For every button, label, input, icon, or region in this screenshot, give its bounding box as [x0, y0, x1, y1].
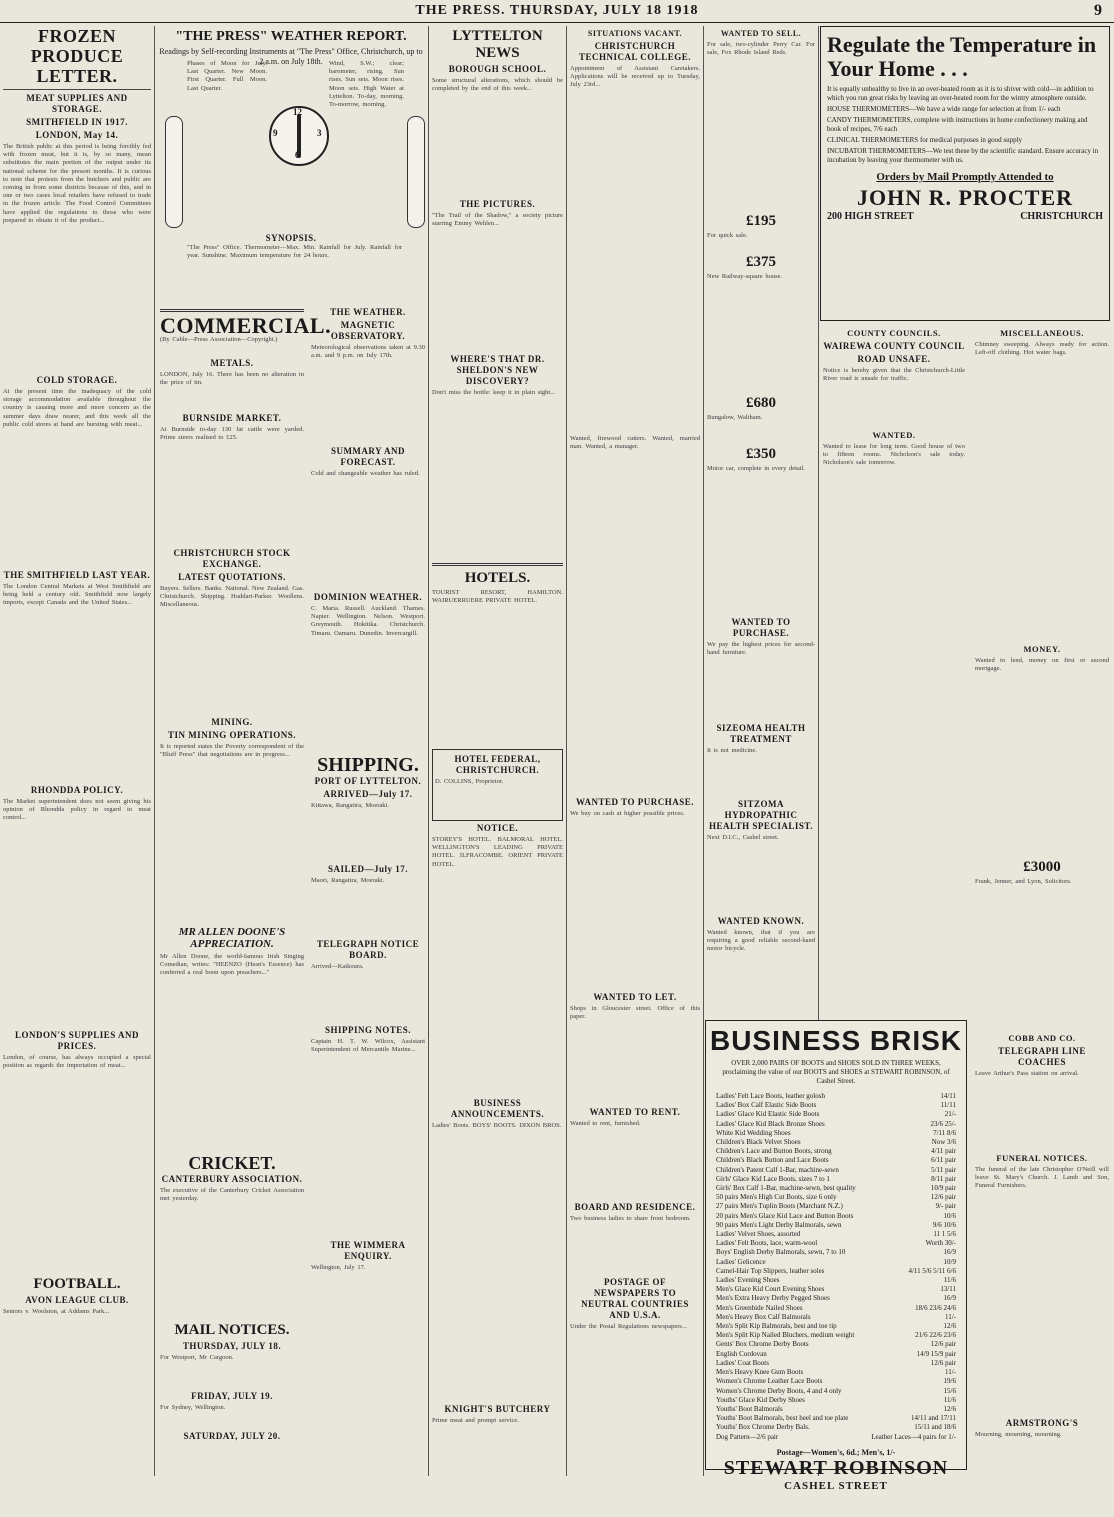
brisk-item [716, 1248, 956, 1257]
brisk-item-label: Men's Heavy Box Calf Balmorals [716, 1312, 811, 1321]
wind-dial-icon: 12 3 6 9 [269, 106, 329, 166]
masthead [0, 0, 1114, 23]
brisk-item [716, 1331, 956, 1340]
butcher-head: KNIGHT'S BUTCHERY [444, 1404, 551, 1414]
thermometer-icon [165, 116, 183, 228]
known-head: WANTED KNOWN. [717, 916, 805, 926]
hotel-federal-box: HOTEL FEDERAL, CHRISTCHURCH. D. COLLINS, Proprietor. [432, 749, 563, 821]
brisk-item-price: 6/11 pair [931, 1156, 956, 1165]
sailed-head: SAILED—July 17. [327, 864, 409, 874]
brisk-item-label: 90 pairs Men's Light Derby Balmorals, sewn [716, 1220, 842, 1229]
temperature-ad: Regulate the Temperature in Your Home . . . It is equally unhealthy to live in an over-heated room as it is to shiver with cold—in addition to which you run great risks by leaving an over-heated room for the wintry atmosphere outside. HOUSE THERMOMETERS—We have a wide range for selection at from 1/- each CANDY THERMOMETERS, complete with instructions in home confectionery making and book of recipes, 7/6 each CLINICAL THERMOMETERS for medical purposes in good supply INCUBATOR THERMOMETERS—We test these by the scientific standard. Ensure accuracy in incubation by leaving your thermometer with us. Orders by Mail Promptly Attended to JOHN R. PROCTER 200 HIGH STREET CHRISTCHURCH [820, 26, 1110, 321]
brisk-item [716, 1377, 956, 1386]
brisk-item [716, 1221, 956, 1230]
brisk-item [716, 1304, 956, 1313]
pictures-head: THE PICTURES. [459, 199, 536, 209]
brisk-item [716, 1193, 956, 1202]
commercial-column: COMMERCIAL. (By Cable—Press Association—Copyright.) METALS. LONDON, July 16. There has been no alteration in the price of tin. BURNSIDE MARKET. At Burnside to-day 130 fat cattle were yarded. Prime steers realised to £25. CHRISTCHURCH STOCK EXCHANGE. LATEST QUOTATIONS. Buyers. Sellers. Banks. National. New Zealand. Gas. Christchurch. Shipping. Huddart-Parker. Woollens. Miscellaneous. MINING. TIN MINING OPERATIONS. It is reported states the Poverty correspondent of the "Bluff Press" that negotiations are in progress... MR ALLEN DOONE'S APPRECIATION. Mr Allen Doone, the world-famous Irish Singing Comedian, writes: "HEENZO (Hean's Essence) has conferred a real boon upon preachers..." CRICKET. CANTERBURY ASSOCIATION. The executive of the Canterbury Cricket Association met yesterday. [157, 305, 307, 1475]
business-brisk-ad [705, 1020, 967, 1492]
article-text: The London Central Markets at West Smithfield are being held a century old. Smithfield now largely imports, except Canada and the United States... [3, 583, 151, 607]
brisk-item-label: Ladies' Felt Boots, lace, warm-wool [716, 1239, 818, 1248]
brisk-item-label: Ladies' Glace Kid Elastic Side Boots [716, 1110, 820, 1119]
brisk-item-label: Girls' Glace Kid Lace Boots, sizes 7 to 1 [716, 1174, 830, 1183]
brisk-item-price: 9/- pair [935, 1202, 956, 1211]
procter-name: JOHN R. PROCTER [856, 185, 1074, 210]
brisk-item-label: Ladies' Glace Kid Black Bronze Shoes [716, 1119, 825, 1128]
brisk-item-label: Men's Extra Heavy Derby Pegged Shoes [716, 1294, 830, 1303]
brisk-item [716, 1285, 956, 1294]
money-head: MONEY. [1023, 644, 1061, 654]
weather-title: "THE PRESS" WEATHER REPORT. [175, 29, 407, 44]
brisk-title: BUSINESS BRISK [709, 1025, 963, 1056]
brisk-item-price: 5/11 pair [931, 1165, 956, 1174]
brisk-item-price: 11/6 [943, 1276, 956, 1285]
funeral-head: FUNERAL NOTICES. [996, 1153, 1088, 1163]
brisk-item-label: Dog Pattern—2/6 pair [716, 1432, 779, 1441]
lyttelton-head: LYTTELTON NEWS [452, 28, 543, 61]
brisk-item [716, 1166, 956, 1175]
brisk-item [716, 1175, 956, 1184]
column-rule [154, 26, 155, 1476]
brisk-item-price: 16/9 [943, 1248, 956, 1257]
headline-letter: LETTER. [36, 66, 118, 86]
house-therm: HOUSE THERMOMETERS—We have a wide range for selection at from 1/- each [827, 105, 1061, 113]
price-195: £195 [746, 213, 776, 229]
cricket-head: CRICKET. [188, 1153, 276, 1173]
brisk-item [716, 1138, 956, 1147]
mail-date-2: FRIDAY, JULY 19. [191, 1391, 273, 1401]
wanted-sell-column: WANTED TO SELL. For sale, two-cylinder Perry Car. For sale, Fox Rhode Island Reds. £195 For quick sale. £375 New Railway-square house. £680 Bungalow, Waltham. £350 Motor car, complete in every detail. WANTED TO PURCHASE. We pay the highest prices for second-hand furniture. SIZEOMA HEALTH TREATMENT It is not medicine. SITZOMA HYDROPATHIC HEALTH SPECIALIST. Next D.I.C., Cashel street. WANTED KNOWN. Wanted known, that if you are requiring a good reliable second-hand motor bicycle. [707, 29, 815, 953]
brisk-item-price: 9/6 10/6 [932, 1220, 956, 1229]
college-head: CHRISTCHURCH TECHNICAL COLLEGE. [578, 41, 692, 62]
wanted-sell-head: WANTED TO SELL. [720, 29, 802, 38]
orders-line: Orders by Mail Promptly Attended to [876, 171, 1054, 183]
sitzoma-head: SITZOMA HYDROPATHIC HEALTH SPECIALIST. [708, 799, 814, 831]
brisk-postage: Postage—Women's, 6d.; Men's, 1/- [776, 1447, 896, 1457]
brisk-item-label: Ladies' Evening Shoes [716, 1276, 780, 1285]
brisk-price-list [716, 1092, 956, 1442]
brisk-item [716, 1156, 956, 1165]
wanted-head: WANTED. [872, 430, 916, 440]
school-head: BOROUGH SCHOOL. [448, 64, 547, 74]
brisk-item [716, 1258, 956, 1267]
brisk-item [716, 1202, 956, 1211]
article-text: At the present time the inadequacy of the cold storage accommodation available throughout the country is causing more and more concern as the summer days draw nearer, and this week all the public cold stores at hand are bursting with meat... [3, 388, 151, 428]
misc-column: MISCELLANEOUS. Chimney sweeping. Always ready for action. Left-off clothing. Hot water bags. MONEY. Wanted to lend, money on first or second mortgage. £3000 Frank, Jenner, and Lyon, Solicitors. [975, 328, 1109, 885]
mail-date-3: SATURDAY, JULY 20. [183, 1431, 281, 1441]
barometer-icon [407, 116, 425, 228]
misc-head: MISCELLANEOUS. [1000, 328, 1084, 338]
brisk-item-price: 18/6 23/6 24/6 [915, 1303, 956, 1312]
doone-head: MR ALLEN DOONE'S APPRECIATION. [178, 926, 286, 950]
brisk-item-label: Youths' Boot Balmorals [716, 1404, 783, 1413]
notes-head: SHIPPING NOTES. [324, 1025, 412, 1035]
brisk-item [716, 1212, 956, 1221]
incubator-therm: INCUBATOR THERMOMETERS—We test these by the scientific standard. Ensure accuracy in incubation by leaving your thermometer with us. [827, 147, 1099, 164]
sum-3000: £3000 [1023, 859, 1061, 875]
shipping-column: THE WEATHER. MAGNETIC OBSERVATORY. Meteorological observations taken at 9.30 a.m. and 9 p.m. on July 17th. SUMMARY AND FORECAST. Cold and changeable weather has ruled. DOMINION WEATHER. C. Maria. Russell. Auckland. Thames. Napier. Wellington. Nelson. Westport. Greymouth. Hokitika. Christchurch. Timaru. Oamaru. Dunedin. Invercargill. SHIPPING. PORT OF LYTTELTON. ARRIVED—July 17. Kittawa, Rangatira, Moeraki. SAILED—July 17. Maori, Rangatira, Moeraki. TELEGRAPH NOTICE BOARD. Arrived—Kaikoura. SHIPPING NOTES. Captain H. T. W. Wilcox, Assistant Superintendent of Mercantile Marine... THE WIMMERA ENQUIRY. Wellington, July 17. [311, 307, 425, 1271]
metals-head: METALS. [210, 358, 254, 368]
article-text: The Market superintendent does not seem giving his opinion of Rhondda policy in regard to meat control... [3, 798, 151, 822]
temperature-ad-title: Regulate the Temperature in Your Home . . . [827, 32, 1097, 81]
brisk-item [716, 1267, 956, 1276]
brisk-item-price: 19/6 [943, 1377, 956, 1386]
brisk-item-price: 8/11 pair [931, 1174, 956, 1183]
brisk-street: CASHEL STREET [784, 1479, 888, 1492]
brisk-item [716, 1313, 956, 1322]
brisk-item [716, 1129, 956, 1138]
brisk-item-price: 11/6 [943, 1395, 956, 1404]
brisk-item-label: Youths' Boot Balmorals, best heel and toe plate [716, 1414, 849, 1423]
telegraph-coach-head: TELEGRAPH LINE COACHES [998, 1046, 1086, 1067]
brisk-item [716, 1294, 956, 1303]
hotels-head: HOTELS. [464, 570, 531, 586]
brisk-item [716, 1120, 956, 1129]
councils-column: COUNTY COUNCILS. WAIREWA COUNTY COUNCIL ROAD UNSAFE. Notice is hereby given that the Christchurch-Little River road is unsafe for traffic. WANTED. Wanted to lease for long term. Good house of two to fifteen rooms. Nicholson's sale today. Nicholson's sale tomorrow. [823, 328, 965, 467]
brisk-subtitle: OVER 2,000 PAIRS OF BOOTS and SHOES SOLD IN THREE WEEKS, proclaiming the value of our BOOTS and SHOES at STEWART ROBINSON, of Cashel Street. [722, 1059, 950, 1085]
quotations-head: LATEST QUOTATIONS. [178, 572, 286, 582]
wimmera-head: THE WIMMERA ENQUIRY. [330, 1240, 406, 1261]
summary-head: SUMMARY AND FORECAST. [330, 446, 406, 467]
brisk-item-label: Men's Heavy Knee Gum Boots [716, 1368, 804, 1377]
headline-frozen: FROZEN PRODUCE [30, 26, 124, 66]
let-head: WANTED TO LET. [593, 992, 677, 1002]
brisk-item [716, 1350, 956, 1359]
brisk-item-label: Girls' Box Calf 1-Bar, machine-sewn, best quality [716, 1184, 856, 1193]
procter-address: 200 HIGH STREET [827, 211, 914, 222]
brisk-item [716, 1276, 956, 1285]
brisk-item [716, 1340, 956, 1349]
brisk-item-label: Youths' Glace Kid Derby Shoes [716, 1395, 805, 1404]
brisk-item-price: 10/6 [943, 1211, 956, 1220]
subhead-cold-storage: COLD STORAGE. [36, 375, 118, 385]
business-head: BUSINESS ANNOUNCEMENTS. [450, 1098, 545, 1119]
headline-football: FOOTBALL. [33, 1276, 121, 1292]
brisk-item-label: English Cordovan [716, 1349, 767, 1358]
situations-head: SITUATIONS VACANT. [587, 29, 683, 38]
brisk-item-price: 10/9 [943, 1257, 956, 1266]
brisk-item [716, 1423, 956, 1432]
brisk-item-price: 14/11 [940, 1092, 956, 1100]
brisk-item-label: Men's Glace Kid Court Evening Shoes [716, 1285, 825, 1294]
dominion-head: DOMINION WEATHER. [313, 592, 423, 602]
brisk-item [716, 1433, 956, 1442]
brisk-item [716, 1092, 956, 1101]
brisk-item-label: Children's Black Velvet Shoes [716, 1138, 801, 1147]
tin-head: TIN MINING OPERATIONS. [167, 730, 297, 740]
burnside-head: BURNSIDE MARKET. [182, 413, 282, 423]
brisk-item-label: 50 pairs Men's High Cut Boots, size 6 only [716, 1193, 837, 1202]
weather-report: "THE PRESS" WEATHER REPORT. Readings by Self-recording Instruments at "The Press" Office, Christchurch, up to 2 a.m. on July 18th. 12 3 6 9 Phases of Moon for July. Last Quarter. New Moon. First Quarter. Full Moon. Last Quarter. Wind, S.W.; clear; barometer, rising. Sun rises. Sun sets. Moon rises. Moon sets. High Water at Lyttelton. To-day, morning. To-morrow, morning. SYNOPSIS. "The Press" Office. Thermometer—Max. Min. Rainfall for July. Rainfall for year. Sunshine. Maximum temperature for 24 hours. [157, 26, 425, 301]
brisk-item-price: 12/6 [943, 1404, 956, 1413]
subhead-smithfield-year: THE SMITHFIELD LAST YEAR. [3, 570, 151, 580]
brisk-item-price: 11/- [944, 1368, 956, 1377]
brisk-item-label: Gents' Box Chrome Derby Boots [716, 1340, 809, 1349]
lyttelton-column: LYTTELTON NEWS BOROUGH SCHOOL. Some structural alterations, which should be completed by the end of this week... THE PICTURES. "The Trail of the Shadow," a society picture starring Emmy Wehlen... WHERE'S THAT DR. SHELDON'S NEW DISCOVERY? Don't miss the bottle: keep it in plain sight... HOTELS. TOURIST RESORT, HAMILTON. WAIRUERRUERE PRIVATE HOTEL. HOTEL FEDERAL, CHRISTCHURCH. D. COLLINS, Proprietor. NOTICE. STOREY'S HOTEL. BALMORAL HOTEL. WELLINGTON'S LEADING PRIVATE HOTEL. ILFRACOMBE. ORIENT PRIVATE HOTEL. BUSINESS ANNOUNCEMENTS. Ladies' Boots. BOYS' BOOTS. DIXON BROS. KNIGHT'S BUTCHERY Prime meat and prompt service. [432, 28, 563, 1424]
brisk-item-label: Ladies' Felt Lace Boots, leather golosh [716, 1092, 825, 1100]
clinical-therm: CLINICAL THERMOMETERS for medical purposes in good supply [827, 136, 1023, 144]
brisk-item-label: 20 pairs Men's Glace Kid Lace and Button Boots [716, 1211, 854, 1220]
rent-head: WANTED TO RENT. [589, 1107, 681, 1117]
brisk-item-label: Children's Patent Calf 1-Bar, machine-sewn [716, 1165, 839, 1174]
brisk-item [716, 1110, 956, 1119]
brisk-item-price: 7/11 8/6 [933, 1128, 956, 1137]
situations-column: SITUATIONS VACANT. CHRISTCHURCH TECHNICAL COLLEGE. Appointment of Assistant Caretakers. Applications will be received up to Tuesday, July 23rd... Wanted, firewood cutters. Wanted, married man. Wanted, a manager. WANTED TO PURCHASE. We buy on cash at higher possible prices. WANTED TO LET. Shops in Gloucester street. Office of this paper. WANTED TO RENT. Wanted to rent, furnished. BOARD AND RESIDENCE. Two business ladies to share front bedroom. POSTAGE OF NEWSPAPERS TO NEUTRAL COUNTRIES AND U.S.A. Under the Postal Regulations newspapers... [570, 29, 700, 1330]
brisk-item-price: 12/6 pair [930, 1358, 956, 1367]
brisk-item-label: Camel-Hair Top Slippers, leather soles [716, 1266, 825, 1275]
mail-notices: MAIL NOTICES. THURSDAY, JULY 18. For Westport, Mr Cargoon. FRIDAY, JULY 19. For Sydney, Wellington. SATURDAY, JULY 20. [157, 1320, 307, 1470]
subhead-avon: AVON LEAGUE CLUB. [25, 1295, 129, 1305]
brisk-item-price: 11/- [944, 1312, 956, 1321]
brisk-item-price: 10/9 pair [930, 1184, 956, 1193]
brisk-item-label: Ladies' Velvet Shoes, assorted [716, 1230, 801, 1239]
commercial-head: COMMERCIAL. [160, 313, 332, 338]
brisk-item-price: 23/6 25/- [930, 1119, 956, 1128]
brisk-item-price: 13/11 [940, 1285, 956, 1294]
weather-subtitle: Readings by Self-recording Instruments at "The Press" Office, Christchurch, up to 2 a.m. on July 18th. [159, 47, 423, 66]
brisk-item-label: Children's Lace and Button Boots, strong [716, 1147, 832, 1156]
article-text: Seniors v. Woolston, at Addams Park... [3, 1308, 110, 1315]
brisk-item-label: Ladies' Coat Boots [716, 1358, 769, 1367]
port-head: PORT OF LYTTELTON. [314, 776, 422, 786]
brisk-item-price: 14/11 and 17/11 [911, 1414, 956, 1423]
brisk-item [716, 1239, 956, 1248]
subhead-meat: MEAT SUPPLIES AND STORAGE. [26, 93, 128, 114]
brisk-item-price: Leather Laces—4 pairs for 1/- [871, 1432, 956, 1441]
candy-therm: CANDY THERMOMETERS, complete with instructions in home confectionery making and book of recipes, 7/6 each [827, 116, 1088, 133]
brisk-item-price: 21/6 22/6 23/6 [915, 1331, 956, 1340]
dr-head: WHERE'S THAT DR. SHELDON'S NEW DISCOVERY? [450, 354, 545, 386]
brisk-item-label: Youths' Box Chrome Derby Bals. [716, 1423, 810, 1432]
brisk-item-price: 12/6 pair [930, 1193, 956, 1202]
brisk-item-price: 15/11 and 18/6 [914, 1423, 956, 1432]
brisk-item-label: Boys' English Derby Balmorals, sewn, 7 to 10 [716, 1248, 846, 1257]
brisk-item-label: Ladies' Box Calf Elastic Side Boots [716, 1101, 817, 1110]
brisk-shop: STEWART ROBINSON [723, 1456, 949, 1479]
brisk-item-price: Worth 30/- [925, 1239, 956, 1248]
brisk-item [716, 1396, 956, 1405]
brisk-item-price: 4/11 pair [931, 1147, 956, 1156]
subhead-supplies: LONDON'S SUPPLIES AND PRICES. [14, 1030, 140, 1051]
wairewa-head: WAIREWA COUNTY COUNCIL [823, 341, 965, 351]
sizeoma-head: SIZEOMA HEALTH TREATMENT [716, 723, 806, 744]
article-text: London, of course, has always occupied a special position as regards the importation of meat... [3, 1054, 151, 1070]
brisk-item [716, 1414, 956, 1423]
brisk-item [716, 1322, 956, 1331]
mining-head: MINING. [211, 717, 253, 727]
funeral-column: COBB AND CO. TELEGRAPH LINE COACHES Leave Arthur's Pass station on arrival. FUNERAL NOTICES. The funeral of the late Christopher O'Neill will leave St. Mary's Church. J. Lamb and Son, Funeral Furnishers. ARMSTRONG'S Mourning, mourning, mourning. [975, 1033, 1109, 1438]
brisk-item [716, 1230, 956, 1239]
brisk-item-price: 11 1 5/6 [933, 1230, 956, 1239]
brisk-item [716, 1101, 956, 1110]
brisk-item [716, 1405, 956, 1414]
brisk-item-price: 14/9 15/9 pair [916, 1349, 956, 1358]
brisk-item-label: Ladies' Gelicence [716, 1257, 766, 1266]
magnetic-head: MAGNETIC OBSERVATORY. [330, 320, 406, 341]
brisk-item [716, 1359, 956, 1368]
brisk-item-label: Women's Chrome Derby Boots, 4 and 4 only [716, 1386, 842, 1395]
newspaper-title: THE PRESS. THURSDAY, JULY 18 1918 [415, 3, 699, 18]
brisk-item-price: 11/11 [940, 1101, 956, 1110]
postage-head: POSTAGE OF NEWSPAPERS TO NEUTRAL COUNTRIES AND U.S.A. [581, 1277, 689, 1320]
weather2-head: THE WEATHER. [330, 307, 406, 317]
brisk-item [716, 1184, 956, 1193]
brisk-item-price: Now 3/6 [931, 1138, 956, 1147]
price-350: £350 [746, 446, 776, 462]
brisk-item-label: Men's Split Kip Nailed Bluchers, medium weight [716, 1331, 855, 1340]
cricket-assoc: CANTERBURY ASSOCIATION. [161, 1174, 303, 1184]
price-375: £375 [746, 254, 776, 270]
brisk-item-label: Women's Chrome Leather Lace Boots [716, 1377, 823, 1386]
subhead-smithfield: SMITHFIELD IN 1917. [26, 117, 128, 127]
brisk-item-label: White Kid Wedding Shoes [716, 1128, 791, 1137]
brisk-item-label: Children's Black Button and Lace Boots [716, 1156, 829, 1165]
board-head: BOARD AND RESIDENCE. [574, 1202, 696, 1212]
purchase-head: WANTED TO PURCHASE. [576, 797, 694, 807]
page-number: 9 [1094, 2, 1102, 19]
brisk-item-price: 15/6 [943, 1386, 956, 1395]
brisk-item-price: 4/11 5/6 5/11 6/6 [908, 1266, 956, 1275]
mail-head: MAIL NOTICES. [174, 1322, 290, 1338]
road-head: ROAD UNSAFE. [857, 354, 931, 364]
arrived-head: ARRIVED—July 17. [323, 789, 413, 799]
frozen-produce-column [0, 26, 154, 1476]
notice-head: NOTICE. [476, 823, 519, 833]
brisk-item-price: 21/- [944, 1110, 956, 1119]
brisk-item-label: 27 pairs Men's Tuplin Boots (Marchant N.Z.) [716, 1202, 843, 1211]
stock-exchange-head: CHRISTCHURCH STOCK EXCHANGE. [173, 548, 291, 569]
telegraph-head: TELEGRAPH NOTICE BOARD. [316, 939, 420, 960]
brisk-item-price: 16/9 [943, 1294, 956, 1303]
procter-city: CHRISTCHURCH [1020, 211, 1103, 222]
price-680: £680 [746, 395, 776, 411]
brisk-item-price: 12/6 [943, 1322, 956, 1331]
brisk-item-price: 12/6 pair [930, 1340, 956, 1349]
mail-date-1: THURSDAY, JULY 18. [182, 1341, 282, 1351]
subhead-rhondda: RHONDDA POLICY. [30, 785, 124, 795]
armstrong-head: ARMSTRONG'S [1005, 1418, 1079, 1428]
dateline: LONDON, May 14. [35, 130, 119, 140]
purchase2-head: WANTED TO PURCHASE. [731, 617, 791, 638]
brisk-item [716, 1387, 956, 1396]
councils-head: COUNTY COUNCILS. [847, 328, 941, 338]
brisk-item [716, 1147, 956, 1156]
synopsis-head: SYNOPSIS. [265, 233, 317, 243]
cobb-head: COBB AND CO. [1008, 1033, 1076, 1043]
brisk-item-label: Men's Split Kip Balmorals, best and toe tip [716, 1322, 837, 1331]
brisk-item [716, 1368, 956, 1377]
article-text: The British public at this period is being forcibly fed with frozen meat, but it is, by so many, mean substitutes the main portion of the output under its national scheme for the present months. It is curious to note that protests from the butchers and public are coming in from some districts because of this, and in one or two cases local retailers have refused to trade in the frozen article. The Food Control Committees have applied the regulations to those who were prepared to obtain it of the product... [3, 143, 151, 224]
brisk-item-label: Men's Greenhide Nailed Shoes [716, 1303, 803, 1312]
shipping-head: SHIPPING. [317, 754, 419, 776]
